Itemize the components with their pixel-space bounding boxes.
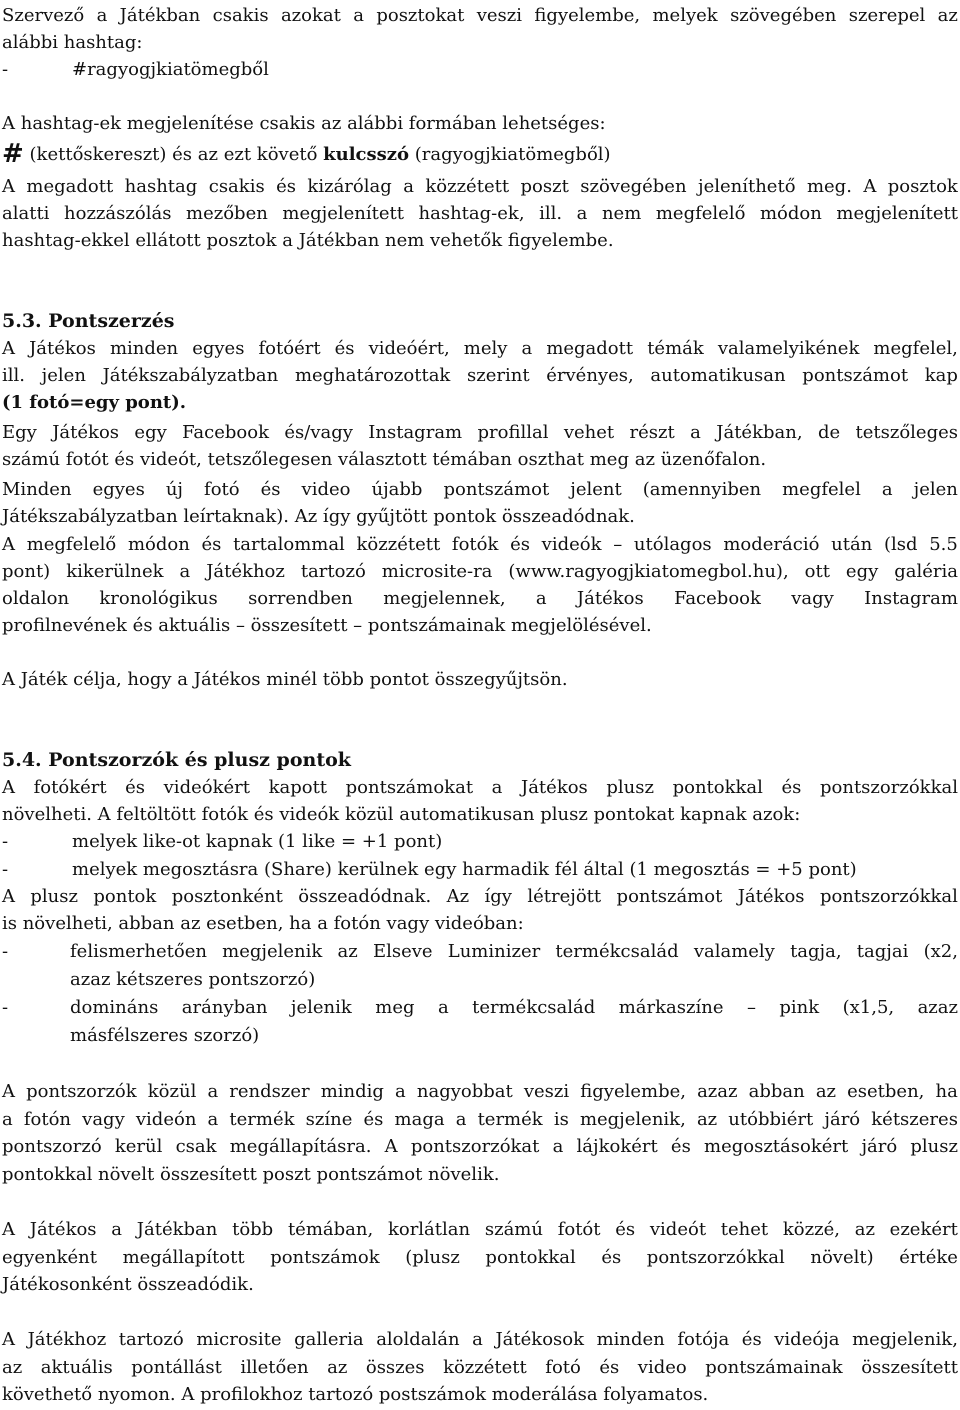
paragraph-line: követhető nyomon. A profilokhoz tartozó postszámok moderálása folyamatos. [2,1384,709,1405]
paragraph-line: oldalon kronológikus sorrendben megjelennek, a Játékos Facebook vagy Instagram [2,588,958,609]
paragraph-line: A megfelelő módon és tartalommal közzétett fotók és videók – utólagos moderáció után (lsd 5.5 [2,534,958,555]
goal-line: A Játék célja, hogy a Játékos minél több pontot összegyűjtsön. [2,669,568,690]
paragraph-line: növelheti. A feltöltött fotók és videók közül automatikusan plusz pontokat kapnak azok: [2,804,801,825]
list-item: - melyek like-ot kapnak (1 like = +1 pont) [2,831,443,852]
display-format-line: # (kettőskereszt) és az ezt követő kulcsszó (ragyogjkiatömegből) [2,139,611,169]
list-item-text: másfélszeres szorzó) [70,1025,260,1046]
paragraph-line: a fotón vagy videón a termék színe és maga a termék is megjelenik, az utóbbiért járó kétszeres [2,1109,958,1130]
paragraph-line: pont) kikerülnek a Játékhoz tartozó microsite-ra (www.ragyogjkiatomegbol.hu), ott egy galéria [2,561,958,582]
list-item: - [2,941,9,962]
paragraph-line: A Játékos minden egyes fotóért és videóért, mely a megadott témák valamelyikének megfelel, [2,338,958,359]
list-item-text: azaz kétszeres pontszorzó) [70,969,316,990]
paragraph-line: pontszorzó kerül csak megállapításra. A pontszorzókat a lájkokért és megosztásokért járó plusz [2,1136,958,1157]
paragraph-line: is növelheti, abban az esetben, ha a fotón vagy videóban: [2,913,524,934]
paragraph-line: Játékszabályzatban leírtaknak). Az így gyűjtött pontok összeadódnak. [2,506,635,527]
list-item: - melyek megosztásra (Share) kerülnek egy harmadik fél által (1 megosztás = +5 pont) [2,859,857,880]
display-line: A hashtag-ek megjelenítése csakis az alábbi formában lehetséges: [2,113,606,134]
paragraph-line: A Játékos a Játékban több témában, korlátlan számú fotót és videót tehet közzé, az ezekért [2,1219,958,1240]
paragraph-line: alatti hozzászólás mezőben megjelenített hashtag-ek, ill. a nem megfelelő módon megjelenített [2,203,958,224]
intro-line: alábbi hashtag: [2,32,143,53]
paragraph-line: az aktuális pontállást illetően az összes közzétett fotó és video pontszámainak összesített [2,1357,958,1378]
paragraph-line: pontokkal növelt összesített poszt pontszámot növelik. [2,1164,500,1185]
list-item-text: domináns arányban jelenik meg a termékcsalád márkaszíne – pink (x1,5, azaz [70,997,958,1018]
hashtag-bullet [2,56,269,83]
paragraph-line: számú fotót és videót, tetszőlegesen választott témában oszthat meg az üzenőfalon. [2,449,767,470]
paragraph-line: Egy Játékos egy Facebook és/vagy Instagram profillal vehet részt a Játékban, de tetszőleges [2,422,958,443]
paragraph-line: egyenként megállapított pontszámok (plusz pontokkal és pontszorzókkal növelt) értéke [2,1247,958,1268]
paragraph-line: A plusz pontok posztonként összeadódnak. Az így létrejött pontszámot Játékos pontszorzókkal [2,886,958,907]
paragraph-line: ill. jelen Játékszabályzatban meghatározottak szerint érvényes, automatikusan pontszámot kap [2,365,958,386]
paragraph-line: hashtag-ekkel ellátott posztok a Játékban nem vehetők figyelembe. [2,230,614,251]
paragraph-line: Minden egyes új fotó és video újabb pontszámot jelent (amennyiben megfelel a jelen [2,479,958,500]
hash-symbol: # [2,139,24,169]
paragraph-line: profilnevének és aktuális – összesített – pontszámainak megjelölésével. [2,615,652,636]
section-heading: 5.3. Pontszerzés [2,310,175,332]
section-heading: 5.4. Pontszorzók és plusz pontok [2,749,351,771]
intro-line: Szervező a Játékban csakis azokat a posztokat veszi figyelembe, melyek szövegében szerepel az [2,5,958,26]
paragraph-line: A megadott hashtag csakis és kizárólag a közzétett poszt szövegében jeleníthető meg. A posztok [2,176,958,197]
required-hashtag: #ragyogjkiatömegből [72,59,269,80]
paragraph-line: Játékosonként összeadódik. [2,1274,254,1295]
paragraph-line: A Játékhoz tartozó microsite galleria aloldalán a Játékosok minden fotója és videója megjelenik, [2,1329,958,1350]
list-item-text: felismerhetően megjelenik az Elseve Luminizer termékcsalád valamely tagja, tagjai (x2, [70,941,958,962]
paragraph-line: A fotókért és videókért kapott pontszámokat a Játékos plusz pontokkal és pontszorzókkal [2,777,958,798]
keyword-label: kulcsszó [323,144,410,165]
bullet-dash: - [2,59,9,80]
paragraph-line: A pontszorzók közül a rendszer mindig a nagyobbat veszi figyelembe, azaz abban az esetben, ha [2,1081,958,1102]
list-item: - [2,997,9,1018]
paragraph-line: (1 fotó=egy pont). [2,392,186,413]
